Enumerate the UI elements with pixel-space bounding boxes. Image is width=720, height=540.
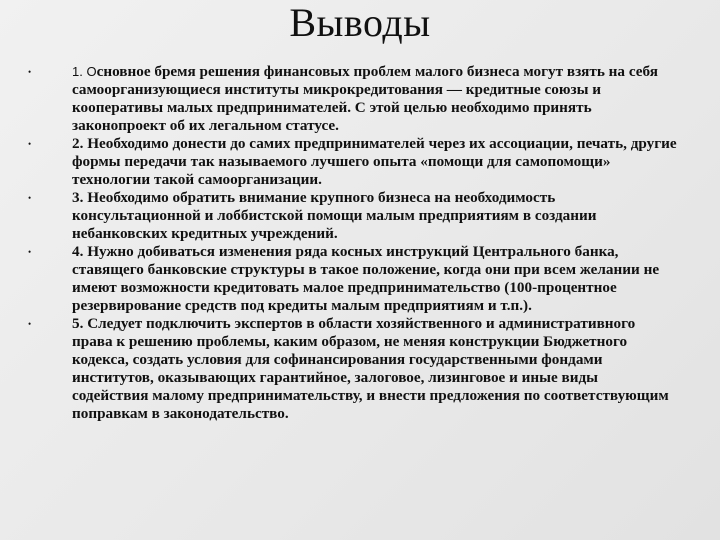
item-text: Следует подключить экспертов в области хозяйственного и административного права к решению проблемы, каким образом, не меняя конструкции Бюджетного кодекса, создать условия для софинансирования государственными фондами институтов, оказывающих гарантийное, залоговое, лизинговое и иные виды содействия малому предпринимательству, и внести предложения по соответствующим поправкам в законодательство. (72, 315, 669, 422)
item-number: 3. (72, 189, 88, 206)
item-text: Необходимо обратить внимание крупного бизнеса на необходимость консультационной и лоббистской помощи малым предприятиям в создании небанковских кредитных учреждений. (72, 189, 597, 242)
conclusions-list (28, 63, 678, 423)
item-number: 2. (72, 135, 88, 152)
bullet-icon: • (28, 319, 32, 329)
bullet-icon: • (28, 193, 32, 203)
slide-title: Выводы (289, 0, 431, 45)
item-number: 4. (72, 243, 88, 260)
bullet-icon: • (28, 139, 32, 149)
item-number: 5. (72, 315, 88, 332)
item-text: Нужно добиваться изменения ряда косных инструкций Центрального банка, ставящего банковские структуры в такое положение, когда они при всем желании не имеют возможности кредитовать малое предпринимательство (100-процентное резервирование средств под кредиты малым предприятиям и т.п.). (72, 243, 660, 314)
item-text: сновное бремя решения финансовых проблем малого бизнеса могут взять на себя самоорганизующиеся институты микрокредитования — кредитные союзы и кооперативы малых предпринимателей. С этой целью необходимо принять законопроект об их легальном статусе. (72, 63, 658, 134)
item-text: Необходимо донести до самих предпринимателей через их ассоциации, печать, другие формы передачи так называемого лучшего опыта «помощи для самопомощи» технологии такой самоорганизации. (72, 135, 677, 188)
bullet-icon: • (28, 67, 32, 77)
item-number: 1. О (72, 64, 97, 79)
list-item (28, 243, 678, 315)
list-item (28, 135, 678, 189)
list-item (28, 189, 678, 243)
list-item (28, 63, 678, 135)
bullet-icon: • (28, 247, 32, 257)
list-item (28, 315, 678, 423)
